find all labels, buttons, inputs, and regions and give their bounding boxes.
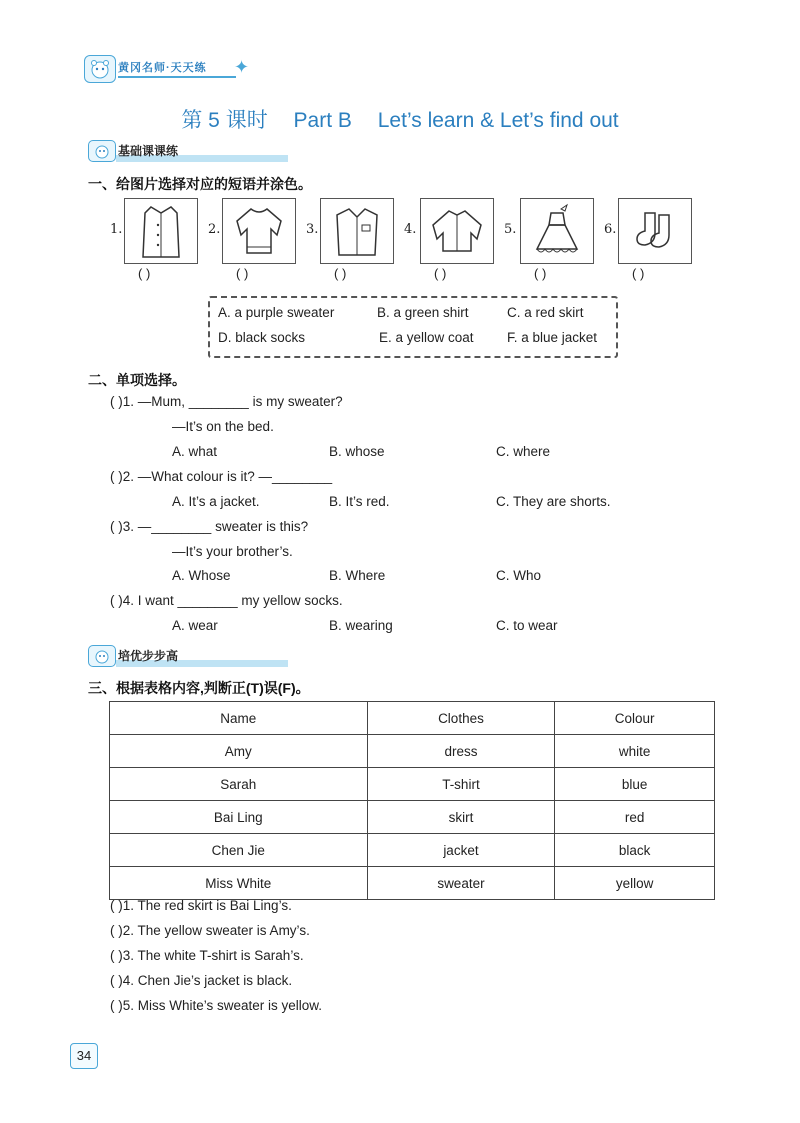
answer-blank-4[interactable]: ( ) — [434, 266, 447, 281]
table-header-row — [110, 702, 715, 735]
q2-item-4-option-b[interactable]: B. wearing — [329, 618, 393, 633]
page-title — [0, 104, 800, 134]
option-e: E. a yellow coat — [379, 330, 474, 345]
statement-5: ( )5. Miss White’s sweater is yellow. — [110, 998, 323, 1013]
q2-item-1-option-a[interactable]: A. what — [172, 444, 218, 459]
answer-blank-2[interactable]: ( ) — [236, 266, 249, 281]
answer-blank-5[interactable]: ( ) — [534, 266, 547, 281]
answer-blank-3[interactable]: ( ) — [334, 266, 347, 281]
q2-item-1-reply: —It’s on the bed. — [172, 419, 274, 434]
skirt-picture — [520, 198, 594, 264]
table-cell: Bai Ling — [110, 801, 368, 834]
statement-2: ( )2. The yellow sweater is Amy’s. — [110, 923, 310, 938]
bear-icon — [84, 55, 116, 83]
pic-number-6: 6. — [604, 222, 617, 237]
logo-underline — [118, 76, 236, 78]
sweater-picture — [222, 198, 296, 264]
coat-picture — [124, 198, 198, 264]
table-cell: dress — [367, 735, 555, 768]
table-cell: sweater — [367, 867, 555, 900]
option-a: A. a purple sweater — [218, 305, 335, 320]
series-logo — [84, 55, 254, 83]
lesson-part: Part B — [293, 109, 352, 132]
option-f: F. a blue jacket — [507, 330, 598, 345]
section-title: 培优步步高 — [118, 649, 179, 663]
q2-item-4-option-c[interactable]: C. to wear — [496, 618, 558, 633]
lesson-topic: Let’s learn & Let’s find out — [377, 109, 619, 132]
table-cell: white — [555, 735, 715, 768]
shirt-picture — [320, 198, 394, 264]
q2-item-3-reply: —It’s your brother’s. — [172, 544, 293, 559]
statement-4: ( )4. Chen Jie’s jacket is black. — [110, 973, 293, 988]
jacket-picture — [420, 198, 494, 264]
q2-item-3-option-b[interactable]: B. Where — [329, 568, 386, 583]
section-title: 基础课课练 — [118, 144, 179, 158]
q2-item-3-option-c[interactable]: C. Who — [496, 568, 542, 583]
table-cell: jacket — [367, 834, 555, 867]
series-name: 黄冈名师·天天练 — [118, 62, 207, 74]
table-cell: red — [555, 801, 715, 834]
q3-heading: 三、根据表格内容,判断正(T)误(F)。 — [88, 680, 310, 696]
q2-item-2-option-c[interactable]: C. They are shorts. — [496, 494, 611, 509]
q2-item-1-stem: ( )1. —Mum, ________ is my sweater? — [110, 394, 343, 409]
clothes-table — [109, 701, 715, 900]
q2-item-2-option-a[interactable]: A. It’s a jacket. — [172, 494, 260, 509]
table-cell: Chen Jie — [110, 834, 368, 867]
q2-item-2-stem: ( )2. —What colour is it? —________ — [110, 469, 333, 484]
bear-icon — [88, 140, 116, 162]
table-cell: black — [555, 834, 715, 867]
table-row — [110, 867, 715, 900]
header-cell: Colour — [555, 702, 715, 735]
star-icon: ✦ — [234, 57, 250, 77]
section-badge-basic — [88, 140, 298, 162]
answer-blank-1[interactable]: ( ) — [138, 266, 151, 281]
pic-number-2: 2. — [208, 222, 221, 237]
q2-item-2-option-b[interactable]: B. It’s red. — [329, 494, 390, 509]
statement-1: ( )1. The red skirt is Bai Ling’s. — [110, 898, 292, 913]
option-d: D. black socks — [218, 330, 306, 345]
header-cell: Name — [110, 702, 368, 735]
bear-icon — [88, 645, 116, 667]
table-cell: skirt — [367, 801, 555, 834]
q2-item-1-option-b[interactable]: B. whose — [329, 444, 385, 459]
table-row — [110, 768, 715, 801]
pic-number-4: 4. — [404, 222, 417, 237]
table-row — [110, 801, 715, 834]
lesson-number: 第 5 课时 — [181, 109, 268, 132]
answer-blank-6[interactable]: ( ) — [632, 266, 645, 281]
table-row — [110, 735, 715, 768]
table-cell: Amy — [110, 735, 368, 768]
q2-item-3-stem: ( )3. —________ sweater is this? — [110, 519, 309, 534]
page-number: 34 — [70, 1043, 98, 1069]
section-badge-advanced — [88, 645, 298, 667]
option-b: B. a green shirt — [377, 305, 469, 320]
q2-item-3-option-a[interactable]: A. Whose — [172, 568, 231, 583]
table-cell: blue — [555, 768, 715, 801]
statement-3: ( )3. The white T-shirt is Sarah’s. — [110, 948, 304, 963]
q1-heading: 一、给图片选择对应的短语并涂色。 — [88, 176, 312, 192]
q2-item-4-stem: ( )4. I want ________ my yellow socks. — [110, 593, 343, 608]
table-cell: yellow — [555, 867, 715, 900]
q2-item-1-option-c[interactable]: C. where — [496, 444, 551, 459]
table-cell: T-shirt — [367, 768, 555, 801]
pic-number-1: 1. — [110, 222, 123, 237]
option-c: C. a red skirt — [507, 305, 584, 320]
socks-picture — [618, 198, 692, 264]
table-row — [110, 834, 715, 867]
pic-number-5: 5. — [504, 222, 517, 237]
header-cell: Clothes — [367, 702, 555, 735]
table-cell: Sarah — [110, 768, 368, 801]
pic-number-3: 3. — [306, 222, 319, 237]
q2-item-4-option-a[interactable]: A. wear — [172, 618, 218, 633]
q2-heading: 二、单项选择。 — [88, 372, 186, 388]
table-cell: Miss White — [110, 867, 368, 900]
